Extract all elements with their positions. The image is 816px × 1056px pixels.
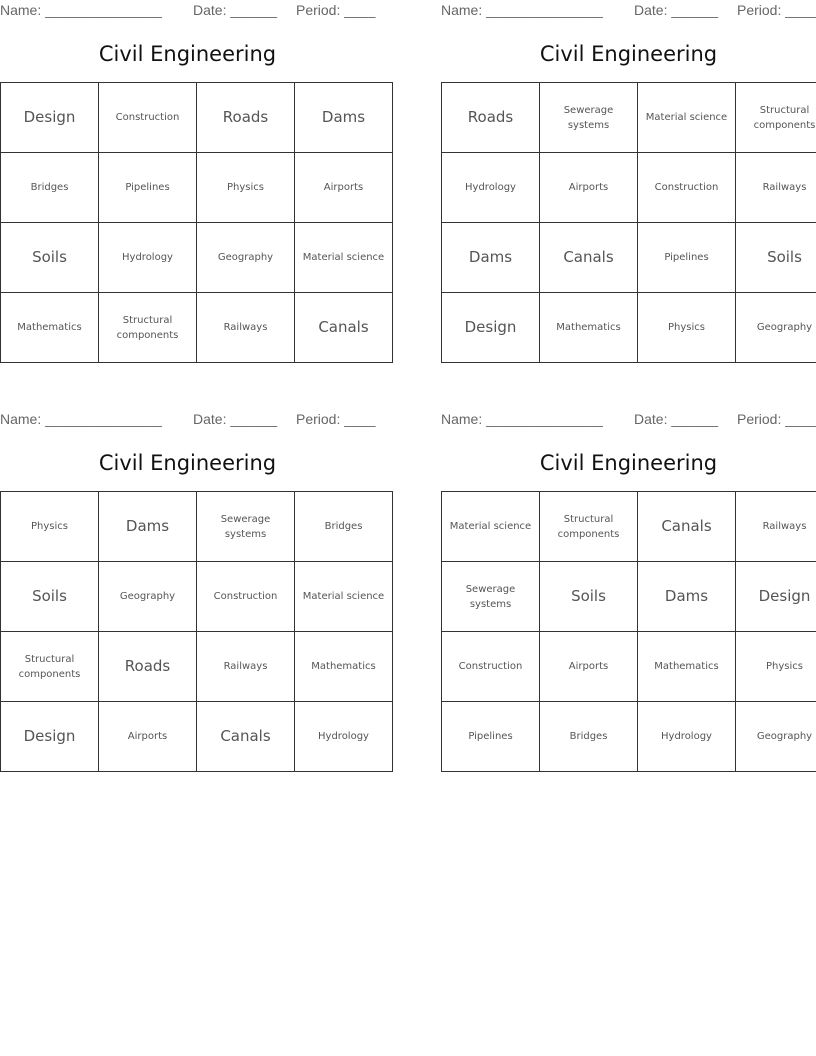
bingo-cell: Mathematics [540, 293, 638, 363]
period-field: Period: ____ [737, 2, 816, 18]
bingo-cell: Soils [540, 562, 638, 632]
bingo-cell: Material science [295, 562, 393, 632]
date-field: Date: ______ [193, 2, 278, 18]
date-field: Date: ______ [193, 411, 278, 427]
bingo-cell: Physics [1, 492, 99, 562]
bingo-cell: Pipelines [442, 702, 540, 772]
grid-row [1, 153, 393, 223]
grid-row [1, 492, 393, 562]
bingo-cell: Airports [540, 153, 638, 223]
bingo-cell: Material science [638, 83, 736, 153]
bingo-cell: Bridges [1, 153, 99, 223]
grid-row [1, 293, 393, 363]
bingo-cell: Dams [295, 83, 393, 153]
grid-row [442, 492, 816, 562]
bingo-cell: Soils [736, 223, 816, 293]
name-field: Name: _______________ [441, 2, 603, 18]
bingo-grid [441, 491, 816, 772]
bingo-cell: Construction [197, 562, 295, 632]
name-field: Name: _______________ [0, 2, 162, 18]
grid-row [442, 562, 816, 632]
bingo-cell: Pipelines [638, 223, 736, 293]
bingo-cell: Geography [197, 223, 295, 293]
bingo-cell: Sewerage systems [197, 492, 295, 562]
bingo-cell: Structural components [1, 632, 99, 702]
bingo-cell: Airports [540, 632, 638, 702]
bingo-cell: Design [1, 702, 99, 772]
bingo-cell: Bridges [295, 492, 393, 562]
bingo-cell: Hydrology [442, 153, 540, 223]
bingo-cell: Design [1, 83, 99, 153]
bingo-cell: Dams [638, 562, 736, 632]
period-field: Period: ____ [296, 411, 376, 427]
bingo-cell: Geography [99, 562, 197, 632]
bingo-cell: Railways [736, 153, 816, 223]
card-header [0, 0, 375, 20]
bingo-cell: Construction [99, 83, 197, 153]
date-field: Date: ______ [634, 411, 719, 427]
bingo-grid [0, 82, 393, 363]
bingo-cell: Construction [442, 632, 540, 702]
bingo-cell: Soils [1, 562, 99, 632]
bingo-cell: Material science [295, 223, 393, 293]
bingo-cell: Sewerage systems [442, 562, 540, 632]
bingo-cell: Physics [638, 293, 736, 363]
bingo-cell: Railways [197, 293, 295, 363]
bingo-grid [441, 82, 816, 363]
name-field: Name: _______________ [441, 411, 603, 427]
period-field: Period: ____ [737, 411, 816, 427]
bingo-cell: Airports [295, 153, 393, 223]
card-title: Civil Engineering [539, 42, 718, 66]
bingo-cell: Mathematics [295, 632, 393, 702]
bingo-cell: Dams [99, 492, 197, 562]
grid-row [442, 702, 816, 772]
bingo-cell: Canals [197, 702, 295, 772]
bingo-cell: Canals [638, 492, 736, 562]
grid-row [1, 702, 393, 772]
bingo-cell: Hydrology [295, 702, 393, 772]
bingo-cell: Bridges [540, 702, 638, 772]
date-field: Date: ______ [634, 2, 719, 18]
period-field: Period: ____ [296, 2, 376, 18]
grid-row [442, 223, 816, 293]
card-header [441, 409, 816, 429]
card-title: Civil Engineering [539, 451, 718, 475]
grid-row [442, 83, 816, 153]
bingo-cell: Structural components [540, 492, 638, 562]
bingo-cell: Hydrology [638, 702, 736, 772]
bingo-cell: Material science [442, 492, 540, 562]
bingo-grid [0, 491, 393, 772]
bingo-cell: Structural components [736, 83, 816, 153]
bingo-cell: Geography [736, 702, 816, 772]
bingo-cell: Pipelines [99, 153, 197, 223]
grid-row [442, 632, 816, 702]
bingo-cell: Hydrology [99, 223, 197, 293]
grid-row [1, 632, 393, 702]
card-title: Civil Engineering [98, 451, 277, 475]
bingo-cell: Geography [736, 293, 816, 363]
bingo-cell: Design [736, 562, 816, 632]
bingo-cell: Canals [540, 223, 638, 293]
grid-row [1, 562, 393, 632]
bingo-cell: Roads [197, 83, 295, 153]
bingo-cell: Mathematics [638, 632, 736, 702]
bingo-cell: Canals [295, 293, 393, 363]
bingo-cell: Roads [442, 83, 540, 153]
card-title: Civil Engineering [98, 42, 277, 66]
grid-row [1, 223, 393, 293]
grid-row [442, 293, 816, 363]
grid-row [442, 153, 816, 223]
bingo-cell: Physics [197, 153, 295, 223]
bingo-cell: Mathematics [1, 293, 99, 363]
name-field: Name: _______________ [0, 411, 162, 427]
grid-row [1, 83, 393, 153]
bingo-cell: Sewerage systems [540, 83, 638, 153]
bingo-cell: Airports [99, 702, 197, 772]
bingo-cell: Roads [99, 632, 197, 702]
bingo-cell: Design [442, 293, 540, 363]
bingo-cell: Railways [197, 632, 295, 702]
card-header [441, 0, 816, 20]
bingo-cell: Structural components [99, 293, 197, 363]
bingo-cell: Construction [638, 153, 736, 223]
bingo-cell: Physics [736, 632, 816, 702]
card-header [0, 409, 375, 429]
bingo-cell: Railways [736, 492, 816, 562]
bingo-cell: Dams [442, 223, 540, 293]
bingo-cell: Soils [1, 223, 99, 293]
